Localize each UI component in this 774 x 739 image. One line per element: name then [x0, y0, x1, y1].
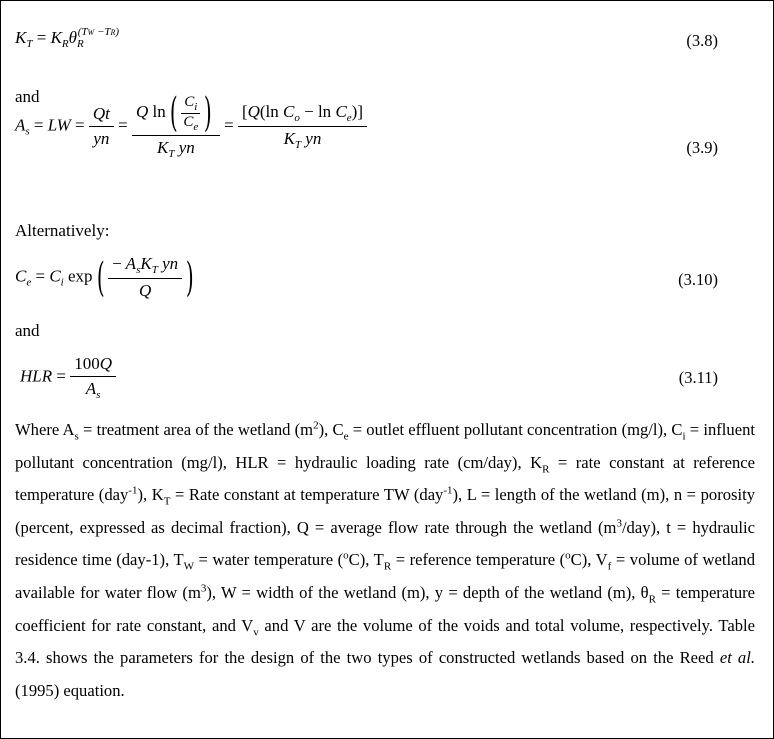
equation-3-9: $A_s$ = LW = $\frac{Qt}{yn}$ = Q ln( $\frac{C_i}{C_e}$ ) $K_T$ yn = $\frac{[Q(\ln C_o - \ln C_e)]}{K_T yn}$ [15, 93, 367, 160]
equation-3-10: $C_e = C_i$ exp( $\frac{- A_sK_T yn}{Q}$ ) [15, 254, 194, 301]
definitions-paragraph: Where $A_s$ = treatment area of the wetland $(m^2)$, $C_e$ = outlet effluent pollutant concentration (mg/l), $C_i$ = influent pollutant concentration (mg/l), HLR = hydraulic loading rate (cm/day), $K_R$ = rate constant at reference temperature (day$^{-1}$), $K_T$ = Rate constant at temperature TW (day$^{-1}$), L = length of the wetland (m), n = porosity (percent, expressed as decimal fraction), Q = average flow rate through the wetland $(m^3/day)$, t = hydraulic residence time (day-1), $T_W$ = water temperature ($^o$C), $T_R$ = reference temperature ($^o$C), $V_f$ = volume of wetland available for water flow $(m^3)$, W = width of the wetland (m), y = depth of the wetland (m), $\theta_R$ = temperature coefficient for rate constant, and $V_v$ and V are the volume of the voids and total volume, respectively. Table 3.4. shows the parameters for the design of the two types of constructed wetlands based on the Reed et al. (1995) equation. [15, 419, 756, 700]
equation-number: (3.11) [678, 368, 718, 387]
connector-text: Alternatively: [15, 221, 110, 240]
connector-text: and [15, 321, 40, 340]
equation-3-11: HLR = $\frac{100Q}{A_s}$ [20, 354, 116, 401]
equation-3-8: $K_T = K_R\theta_R^{(TW -TR)}$ [15, 26, 120, 50]
equation-number: (3.10) [678, 270, 718, 289]
connector-text: and [15, 87, 40, 106]
equation-number: (3.9) [686, 138, 718, 157]
equation-number: (3.8) [686, 31, 718, 50]
